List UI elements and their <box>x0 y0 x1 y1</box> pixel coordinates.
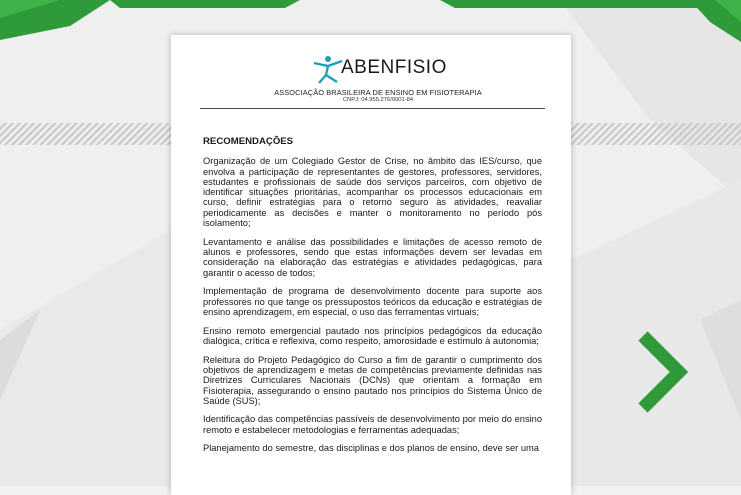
paragraph: Implementação de programa de desenvolvimento docente para suporte aos professores no que tange os pressupostos teóricos da educação e estratégias de ensino aprendizagem, em especial, o uso das ferramentas virtuais; <box>203 286 542 317</box>
logo-text: ABENFISIO <box>341 57 447 78</box>
organization-cnpj: CNPJ: 04.955.276/0001-84 <box>342 97 414 103</box>
paragraph: Organização de um Colegiado Gestor de Crise, no âmbito das IES/curso, que envolva a participação de representantes de gestores, professores, servidores, estudantes e profissionais de saúde dos serviços parceiros, com objetivo de identificar situações prioritárias, acompanhar os processos educacionais em curso, definir estratégias para o retorno seguro às atividades, reavaliar periodicamente as decisões e manter o monitoramento no período pós isolamento; <box>203 156 542 229</box>
paragraph: Identificação das competências passíveis de desenvolvimento por meio do ensino remoto e estabelecer metodologias e ferramentas adequadas; <box>203 414 542 435</box>
paragraph: Ensino remoto emergencial pautado nos princípios pedagógicos da educação dialógica, crítica e reflexiva, como respeito, amorosidade e estímulo à autonomia; <box>203 325 542 346</box>
abenfisio-logo <box>311 51 451 87</box>
logo-figure-icon <box>311 51 345 85</box>
paragraph: Planejamento do semestre, das disciplinas e dos planos de ensino, deve ser uma <box>203 443 539 454</box>
paragraph: Levantamento e análise das possibilidades e limitações de acesso remoto de alunos e professores, sendo que estas informações devem ser levadas em consideração na elaboração das estratégias e atividades pedagógicas, para garantir o acesso de todos; <box>203 236 542 278</box>
section-heading: RECOMENDAÇÕES <box>203 136 294 147</box>
organization-name: ASSOCIAÇÃO BRASILEIRA DE ENSINO EM FISIOTERAPIA <box>274 88 482 97</box>
document-content <box>203 137 542 462</box>
document-page <box>171 35 571 495</box>
chevron-right-icon <box>633 330 689 414</box>
header-divider <box>200 108 545 109</box>
paragraph: Releitura do Projeto Pedagógico do Curso a fim de garantir o cumprimento dos objetivos de aprendizagem e metas de competências previamente definidas nas Diretrizes Curriculares Nacionais (DCNs) que orientam a formação em Fisioterapia, assegurando o ensino pautado nos princípios do Sistema Único de Saúde (SUS); <box>203 354 542 406</box>
